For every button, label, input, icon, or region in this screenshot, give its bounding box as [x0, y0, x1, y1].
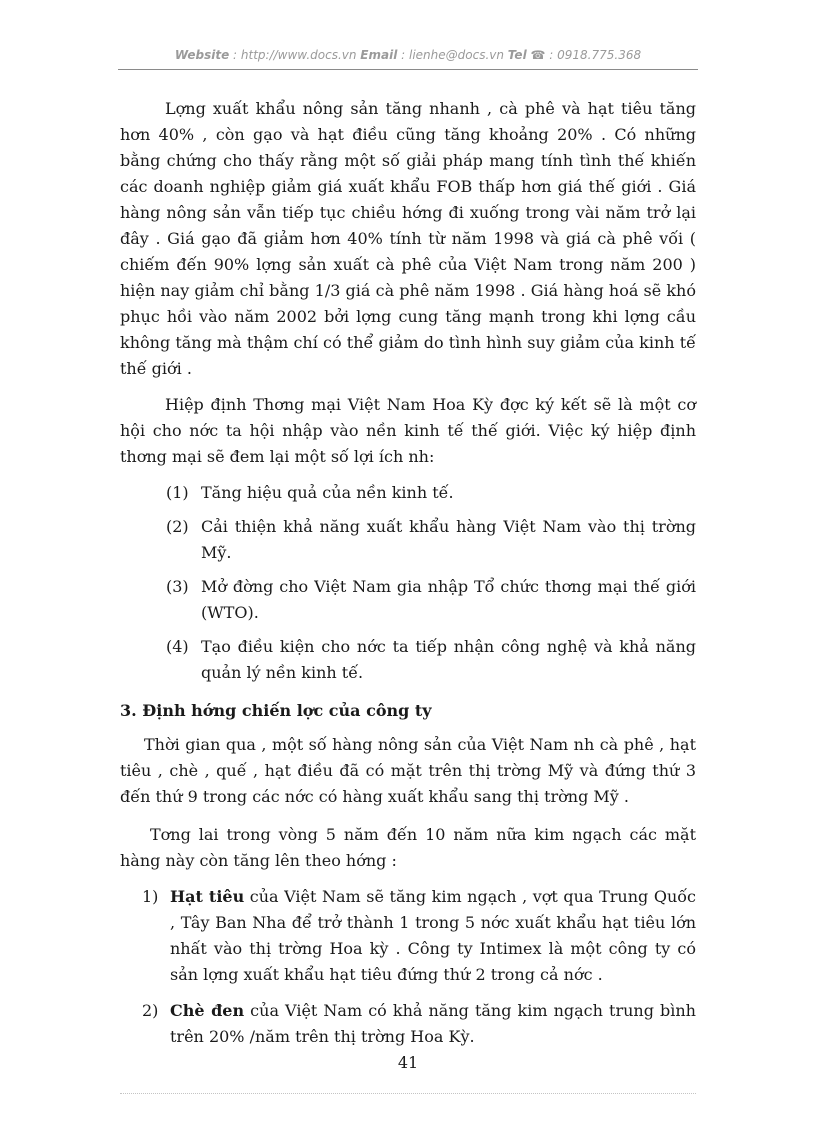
email-label: Email — [360, 48, 398, 62]
page-header — [120, 48, 696, 62]
website-label: Website — [174, 48, 230, 62]
list-item-number: 2) — [142, 1001, 159, 1020]
list-item-number: (3) — [166, 577, 189, 596]
list-item — [166, 514, 696, 566]
list-item-number: (1) — [166, 483, 189, 502]
list-item-text — [170, 884, 696, 988]
paragraph-future-outlook: Tơng lai trong vòng 5 năm đến 10 năm nữa kim ngạch các mặt hàng này còn tăng lên theo hớng : — [120, 825, 696, 870]
benefits-list — [166, 480, 696, 686]
list-item-text — [170, 998, 696, 1050]
list-item — [166, 574, 696, 626]
list-item — [142, 884, 696, 988]
list-item-text: Cải thiện khả năng xuất khẩu hàng Việt Nam vào thị trờng Mỹ. — [201, 517, 696, 562]
product-name: Chè đen — [170, 1001, 245, 1020]
product-name: Hạt tiêu — [170, 887, 245, 906]
footer-divider — [120, 1093, 696, 1094]
list-item-number: (2) — [166, 517, 189, 536]
document-body — [120, 96, 696, 1060]
list-item-text: Tăng hiệu quả của nền kinh tế. — [201, 483, 454, 502]
paragraph-market-presence: Thời gian qua , một số hàng nông sản của Việt Nam nh cà phê , hạt tiêu , chè , quế , hạt điều đã có mặt trên thị trờng Mỹ và đứng thứ 3 đến thứ 9 trong các nớc có hàng xuất khẩu sang thị trờng Mỹ . — [120, 735, 696, 806]
product-description: của Việt Nam sẽ tăng kim ngạch , vợt qua Trung Quốc , Tây Ban Nha để trở thành 1 trong 5 nớc xuất khẩu hạt tiêu lớn nhất vào thị trờng Hoa kỳ . Công ty Intimex là một công ty có sản lợng xuất khẩu hạt tiêu đứng thứ 2 trong cả nớc . — [170, 887, 697, 984]
header-divider — [118, 69, 698, 70]
paragraph-trade-agreement: Hiệp định Thơng mại Việt Nam Hoa Kỳ đợc ký kết sẽ là một cơ hội cho nớc ta hội nhập vào nền kinh tế thế giới. Việc ký hiệp định thơng mại sẽ đem lại một số lợi ích nh: — [120, 395, 696, 466]
product-list — [142, 884, 696, 1050]
paragraph-export-prices: Lợng xuất khẩu nông sản tăng nhanh , cà phê và hạt tiêu tăng hơn 40% , còn gạo và hạt điều cũng tăng khoảng 20% . Có những bằng chứng cho thấy rằng một số giải pháp mang tính tình thế khiến các doanh nghiệp giảm giá xuất khẩu FOB thấp hơn giá thế giới . Giá hàng nông sản vẫn tiếp tục chiều hớng đi xuống trong vài năm trở lại đây . Giá gạo đã giảm hơn 40% tính từ năm 1998 và giá cà phê vối ( chiếm đến 90% lợng sản xuất cà phê của Việt Nam trong năm 200 ) hiện nay giảm chỉ bằng 1/3 giá cà phê năm 1998 . Giá hàng hoá sẽ khó phục hồi vào năm 2002 bởi lợng cung tăng mạnh trong khi lợng cầu không tăng mà thậm chí có thể giảm do tình hình suy giảm của kinh tế thế giới . — [120, 99, 696, 378]
list-item-text: Tạo điều kiện cho nớc ta tiếp nhận công nghệ và khả năng quản lý nền kinh tế. — [201, 637, 696, 682]
list-item — [142, 998, 696, 1050]
list-item — [166, 634, 696, 686]
section-heading: 3. Định hớng chiến lợc của công ty — [120, 701, 432, 720]
email-value: : lienhe@docs.vn — [397, 48, 508, 62]
page-number: 41 — [397, 1053, 419, 1072]
tel-label: Tel — [507, 48, 527, 62]
tel-value: ☎ : 0918.775.368 — [526, 48, 642, 62]
website-value: : http://www.docs.vn — [229, 48, 361, 62]
list-item — [166, 480, 696, 506]
product-description: của Việt Nam có khả năng tăng kim ngạch trung bình trên 20% /năm trên thị trờng Hoa Kỳ. — [170, 1001, 696, 1046]
list-item-text: Mở đờng cho Việt Nam gia nhập Tổ chức thơng mại thế giới (WTO). — [201, 577, 696, 622]
list-item-number: (4) — [166, 637, 189, 656]
list-item-number: 1) — [142, 887, 159, 906]
